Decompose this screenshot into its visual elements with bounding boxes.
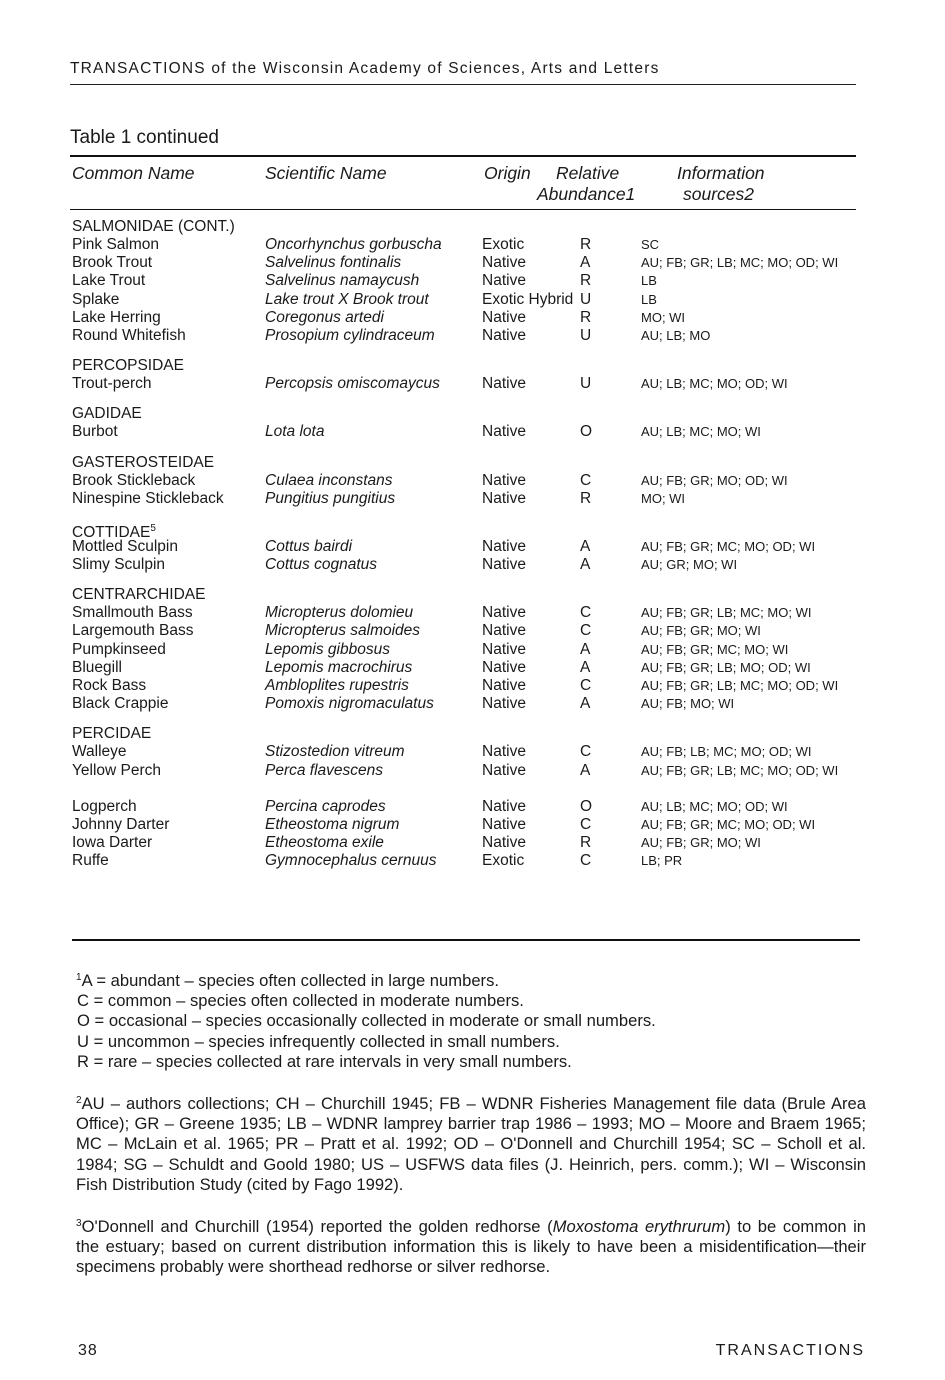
footnote-3-text-post: ) to be common in the estuary; based on current distribution information this is likely to have been a misidentification—their specimens probably were shorthead redhorse or silver redhorse. [76, 1217, 866, 1277]
scientific-name-cell: Etheostoma exile [265, 834, 384, 852]
table-row [72, 375, 872, 393]
abundance-cell: U [580, 326, 592, 344]
family-name: GASTEROSTEIDAE [72, 453, 215, 471]
common-name-cell: Pumpkinseed [72, 640, 166, 658]
sources-cell: AU; FB; GR; MC; MO; OD; WI [641, 538, 816, 554]
abundance-cell: U [580, 290, 592, 308]
footer-journal-title: TRANSACTIONS [715, 1342, 865, 1359]
scientific-name-cell: Pungitius pungitius [265, 489, 396, 507]
family-name: SALMONIDAE (CONT.) [72, 218, 235, 235]
common-name-cell: Largemouth Bass [72, 622, 194, 640]
sources-cell: LB [641, 273, 657, 289]
origin-cell: Native [482, 761, 526, 779]
table-bottom-rule [72, 939, 860, 941]
footnotes [76, 968, 866, 1297]
abundance-cell: R [580, 834, 592, 852]
footnote-3 [76, 1214, 866, 1278]
table-row [72, 677, 872, 695]
common-name-cell: Lake Trout [72, 272, 146, 290]
footnote-1-line: R = rare – species collected at rare intervals in very small numbers. [77, 1051, 572, 1071]
sources-cell: AU; FB; GR; LB; MC; MO; OD; WI [641, 255, 839, 271]
common-name-cell: Iowa Darter [72, 834, 153, 852]
origin-cell: Native [482, 254, 526, 272]
sources-cell: AU; FB; GR; LB; MC; MO; OD; WI [641, 678, 839, 693]
table-row [72, 254, 872, 272]
table-row [72, 538, 872, 556]
origin-cell: Native [482, 556, 526, 574]
footnote-1-marker: 1 [76, 972, 82, 983]
abundance-cell: A [580, 695, 591, 713]
abundance-cell: A [580, 556, 591, 574]
family-name: COTTIDAE [72, 523, 151, 541]
table-row [72, 472, 872, 490]
col-header-abundance: Abundance1 [537, 184, 636, 204]
origin-cell: Exotic Hybrid [482, 290, 574, 308]
sources-cell: AU; GR; MO; WI [641, 557, 738, 573]
abundance-cell: R [580, 236, 592, 253]
abundance-cell: C [580, 852, 592, 870]
abundance-cell: U [580, 375, 592, 393]
table-row [72, 556, 872, 574]
scientific-name-cell: Salvelinus namaycush [265, 272, 420, 290]
origin-cell: Native [482, 326, 526, 344]
table-top-rule [70, 155, 856, 157]
table-row [72, 816, 872, 834]
table-row [72, 327, 872, 345]
table-row [72, 743, 872, 761]
common-name-cell: Lake Herring [72, 308, 161, 326]
footnote-1-line: O = occasional – species occasionally collected in moderate or small numbers. [77, 1011, 656, 1031]
abundance-cell: C [580, 815, 592, 833]
origin-cell: Native [482, 834, 526, 852]
table-row [72, 291, 872, 309]
sources-cell: AU; FB; GR; MO; OD; WI [641, 472, 788, 488]
table-row [72, 798, 872, 816]
family-heading [72, 520, 872, 541]
header-rule [70, 84, 856, 85]
common-name-cell: Yellow Perch [72, 761, 162, 779]
abundance-cell: A [580, 658, 591, 676]
abundance-cell: R [580, 489, 592, 507]
scientific-name-cell: Percina caprodes [265, 797, 386, 815]
scientific-name-cell: Culaea inconstans [265, 471, 393, 489]
abundance-cell: A [580, 254, 591, 272]
scientific-name-cell: Etheostoma nigrum [265, 815, 400, 833]
family-name: PERCOPSIDAE [72, 357, 184, 375]
origin-cell: Native [482, 695, 526, 713]
family-footnote-marker: 5 [150, 522, 156, 534]
common-name-cell: Burbot [72, 423, 118, 441]
scientific-name-cell: Cottus bairdi [265, 537, 353, 555]
col-header-information: Information [677, 163, 765, 183]
col-header-relative: Relative [556, 163, 620, 183]
scientific-name-cell: Lake trout X Brook trout [265, 290, 429, 308]
family-heading [72, 586, 872, 604]
family-heading [72, 405, 872, 423]
common-name-cell: Brook Trout [72, 254, 153, 272]
abundance-cell: O [580, 797, 593, 815]
family-heading [72, 357, 872, 375]
origin-cell: Native [482, 308, 526, 326]
abundance-cell: C [580, 677, 592, 694]
scientific-name-cell: Percopsis omiscomaycus [265, 375, 440, 393]
abundance-cell: R [580, 272, 592, 290]
origin-cell: Native [482, 743, 526, 761]
col-header-origin: Origin [484, 163, 531, 183]
table-row [72, 834, 872, 852]
common-name-cell: Walleye [72, 743, 127, 761]
origin-cell: Native [482, 537, 526, 555]
origin-cell: Native [482, 375, 526, 393]
scientific-name-cell: Micropterus salmoides [265, 622, 421, 640]
table-header-rule [70, 209, 856, 210]
sources-cell: AU; FB; GR; MO; WI [641, 623, 761, 639]
common-name-cell: Brook Stickleback [72, 471, 196, 489]
footnote-2-marker: 2 [76, 1095, 82, 1107]
origin-cell: Native [482, 622, 526, 640]
family-name: CENTRARCHIDAE [72, 586, 206, 604]
sources-cell: LB; PR [641, 853, 683, 869]
sources-cell: AU; FB; GR; LB; MC; MO; WI [641, 605, 812, 621]
sources-cell: AU; FB; GR; MO; WI [641, 835, 761, 851]
table-row [72, 490, 872, 508]
table-row [72, 659, 872, 677]
scientific-name-cell: Lepomis gibbosus [265, 640, 390, 658]
table-caption: Table 1 continued [70, 127, 219, 148]
scientific-name-cell: Micropterus dolomieu [265, 604, 414, 622]
table-body [72, 218, 872, 871]
scientific-name-cell: Oncorhynchus gorbuscha [265, 236, 442, 253]
common-name-cell: Round Whitefish [72, 326, 186, 344]
sources-cell: AU; FB; GR; LB; MO; OD; WI [641, 659, 811, 675]
sources-cell: AU; FB; LB; MC; MO; OD; WI [641, 744, 812, 760]
col-header-sources: sources2 [683, 184, 755, 204]
scientific-name-cell: Prosopium cylindraceum [265, 326, 435, 344]
page-number: 38 [78, 1342, 98, 1359]
origin-cell: Exotic [482, 852, 525, 870]
scientific-name-cell: Lepomis macrochirus [265, 658, 413, 676]
common-name-cell: Black Crappie [72, 695, 169, 713]
common-name-cell: Johnny Darter [72, 815, 170, 833]
table-row [72, 762, 872, 780]
table-row [72, 309, 872, 327]
sources-cell: SC [641, 237, 660, 252]
common-name-cell: Logperch [72, 797, 137, 815]
footnote-2 [76, 1091, 866, 1195]
scientific-name-cell: Gymnocephalus cernuus [265, 852, 437, 870]
table-row [72, 695, 872, 713]
scientific-name-cell: Ambloplites rupestris [265, 677, 409, 694]
footnote-1 [76, 968, 866, 1072]
common-name-cell: Trout-perch [72, 375, 152, 393]
scientific-name-cell: Perca flavescens [265, 761, 384, 779]
origin-cell: Native [482, 489, 526, 507]
origin-cell: Native [482, 471, 526, 489]
common-name-cell: Ruffe [72, 852, 109, 870]
sources-cell: MO; WI [641, 490, 686, 506]
common-name-cell: Bluegill [72, 658, 122, 676]
abundance-cell: R [580, 308, 592, 326]
footnote-3-marker: 3 [76, 1218, 82, 1230]
common-name-cell: Mottled Sculpin [72, 537, 178, 555]
common-name-cell: Smallmouth Bass [72, 604, 193, 622]
table-row [72, 852, 872, 870]
abundance-cell: C [580, 743, 592, 761]
sources-cell: AU; FB; GR; MC; MO; OD; WI [641, 816, 816, 832]
sources-cell: AU; FB; MO; WI [641, 696, 735, 712]
table-row [72, 423, 872, 441]
abundance-cell: A [580, 761, 591, 779]
sources-cell: MO; WI [641, 309, 686, 325]
family-heading [72, 454, 872, 472]
origin-cell: Native [482, 658, 526, 676]
scientific-name-cell: Pomoxis nigromaculatus [265, 695, 434, 713]
table-row [72, 641, 872, 659]
table-row [72, 604, 872, 622]
footnote-2-text: AU – authors collections; CH – Churchill 1945; FB – WDNR Fisheries Management file data (Brule Area Office); GR – Greene 1935; LB – WDNR lamprey barrier trap 1986 – 1993; MO – Moore and Braem 1965; MC – McLain et al. 1965; PR – Pratt et al. 1992; OD – O'Donnell and Churchill 1954; SC – Scholl et al. 1984; SG – Schuldt and Goold 1980; US – USFWS data files (J. Heinrich, pers. comm.); WI – Wisconsin Fish Distribution Study (cited by Fago 1992). [76, 1094, 866, 1194]
family-heading [72, 218, 872, 236]
col-header-common-name: Common Name [72, 163, 195, 183]
col-header-scientific-name: Scientific Name [265, 163, 387, 183]
sources-cell: AU; LB; MC; MO; OD; WI [641, 376, 788, 392]
origin-cell: Native [482, 797, 526, 815]
origin-cell: Native [482, 272, 526, 290]
origin-cell: Native [482, 604, 526, 622]
common-name-cell: Rock Bass [72, 677, 147, 694]
family-name: PERCIDAE [72, 725, 152, 743]
family-heading [72, 725, 872, 743]
origin-cell: Native [482, 423, 526, 441]
footnote-1-line: A = abundant – species often collected in large numbers. [81, 971, 499, 990]
scientific-name-cell: Stizostedion vitreum [265, 743, 405, 761]
running-header: TRANSACTIONS of the Wisconsin Academy of Sciences, Arts and Letters [70, 60, 660, 77]
origin-cell: Native [482, 815, 526, 833]
abundance-cell: C [580, 604, 592, 622]
abundance-cell: A [580, 537, 591, 555]
abundance-cell: A [580, 640, 591, 658]
abundance-cell: O [580, 423, 593, 441]
family-name: GADIDAE [72, 405, 142, 423]
common-name-cell: Pink Salmon [72, 236, 160, 253]
table-row [72, 622, 872, 640]
scientific-name-cell: Cottus cognatus [265, 556, 378, 574]
table-row [72, 272, 872, 290]
footnote-3-text-pre: O'Donnell and Churchill (1954) reported the golden redhorse ( [81, 1217, 553, 1237]
origin-cell: Native [482, 677, 526, 694]
footnote-3-species: Moxostoma erythrurum [552, 1217, 726, 1237]
abundance-cell: C [580, 622, 592, 640]
common-name-cell: Slimy Sculpin [72, 556, 166, 574]
abundance-cell: C [580, 471, 592, 489]
sources-cell: AU; FB; GR; LB; MC; MO; OD; WI [641, 762, 839, 778]
common-name-cell: Splake [72, 290, 120, 308]
origin-cell: Native [482, 640, 526, 658]
origin-cell: Exotic [482, 236, 525, 253]
scientific-name-cell: Salvelinus fontinalis [265, 254, 402, 272]
sources-cell: AU; LB; MO [641, 327, 711, 343]
sources-cell: AU; FB; GR; MC; MO; WI [641, 641, 789, 657]
common-name-cell: Ninespine Stickleback [72, 489, 224, 507]
sources-cell: AU; LB; MC; MO; WI [641, 424, 761, 440]
scientific-name-cell: Coregonus artedi [265, 308, 384, 326]
table-row [72, 236, 872, 254]
scientific-name-cell: Lota lota [265, 423, 325, 441]
footnote-1-line: C = common – species often collected in moderate numbers. [77, 991, 524, 1011]
footnote-1-line: U = uncommon – species infrequently collected in small numbers. [77, 1031, 560, 1051]
sources-cell: AU; LB; MC; MO; OD; WI [641, 798, 788, 814]
sources-cell: LB [641, 291, 657, 307]
